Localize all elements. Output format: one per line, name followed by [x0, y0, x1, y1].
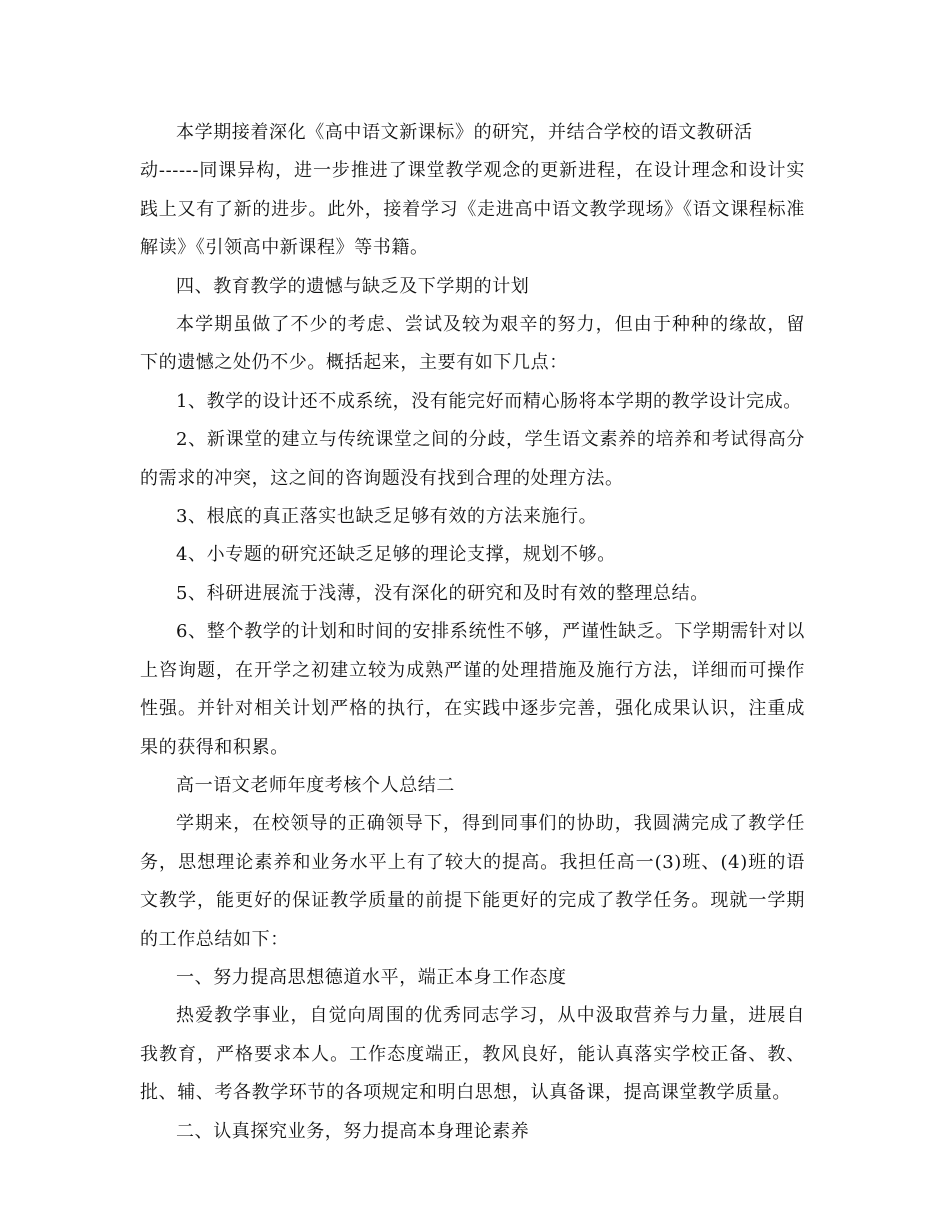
- paragraph-research-continued: 动------同课异构，进一步推进了课堂教学观念的更新进程，在设计理念和设计实践上又有了新的进步。此外，接着学习《走进高中语文教学现场》《语文课程标准解读》《引领高中新课程》等书籍。: [140, 160, 805, 259]
- paragraph-research-intro: 本学期接着深化《高中语文新课标》的研究，并结合学校的语文教研活: [176, 122, 753, 143]
- list-item-2: 2、新课堂的建立与传统课堂之间的分歧，学生语文素养的培养和考试得高分的需求的冲突，这之间的咨询题没有找到合理的处理方法。: [140, 429, 805, 489]
- document-body: [140, 114, 805, 1151]
- list-item-4: 4、小专题的研究还缺乏足够的理论支撑，规划不够。: [176, 544, 616, 566]
- list-item-1: 1、教学的设计还不成系统，没有能完好而精心肠将本学期的教学设计完成。: [176, 390, 802, 412]
- list-item-3: 3、根底的真正落实也缺乏足够有效的方法来施行。: [176, 506, 598, 528]
- document-subtitle: 高一语文老师年度考核个人总结二: [176, 774, 455, 796]
- section-heading-regrets: 四、教育教学的遗憾与缺乏及下学期的计划: [176, 275, 530, 297]
- list-item-6: 6、整个教学的计划和时间的安排系统性不够，严谨性缺乏。下学期需针对以上咨询题，在开学之初建立较为成熟严谨的处理措施及施行方法，详细而可操作性强。并针对相关计划严格的执行，在实践中逐步完善，强化成果认识，注重成果的获得和积累。: [140, 621, 805, 758]
- section-heading-ethics: 一、努力提高思想德道水平，端正本身工作态度: [176, 966, 567, 988]
- paragraph-ethics: 热爱教学事业，自觉向周围的优秀同志学习，从中汲取营养与力量，进展自我教育，严格要求本人。工作态度端正，教风良好，能认真落实学校正备、教、批、辅、考各教学环节的各项规定和明白思想，认真备课，提高课堂教学质量。: [140, 1005, 805, 1104]
- section-heading-study: 二、认真探究业务，努力提高本身理论素养: [176, 1120, 530, 1142]
- paragraph-regrets-summary: 本学期虽做了不少的考虑、尝试及较为艰辛的努力，但由于种种的缘故，留下的遗憾之处仍不少。概括起来，主要有如下几点：: [140, 314, 805, 374]
- list-item-5: 5、科研进展流于浅薄，没有深化的研究和及时有效的整理总结。: [176, 582, 709, 604]
- paragraph-semester-intro: 学期来，在校领导的正确领导下，得到同事们的协助，我圆满完成了教学任务，思想理论素养和业务水平上有了较大的提高。我担任高一(3)班、(4)班的语文教学，能更好的保证教学质量的前提下能更好的完成了教学任务。现就一学期的工作总结如下：: [140, 813, 805, 950]
